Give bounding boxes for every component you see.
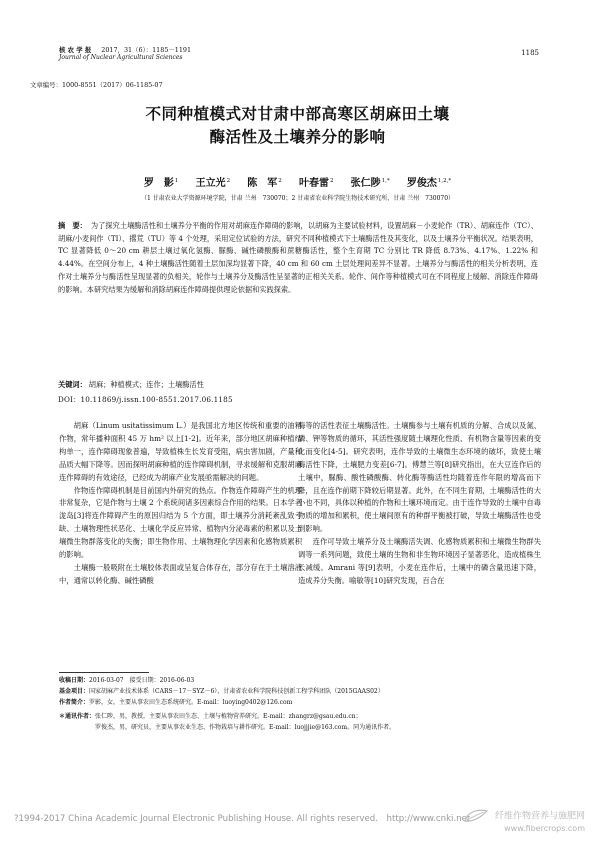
journal-name-cn: 核 农 学 报 [59,46,92,54]
abstract-text: 为了探究土壤酶活性和土壤养分平衡的作用对胡麻连作障碍的影响，以胡麻为主要试验材料，设置胡麻－小麦轮作（TR）、胡麻连作（TC）、胡麻/小麦间作（TI）、撂荒（TU）等 4 个处理，采用定位试验的方法，研究不同种植模式下土壤酶活性及其变化，以及土壤养分平衡状况。结果表明，TC 显著降低 0～20 cm 耕层土壤过氧化氢酶、脲酶、碱性磷酸酶和蔗糖酶活性，整个生育期 TC 分别比 TR 降低 8.73%、4.17%、1.22% 和 4.44%。在空间分布上，4 种土壤酶活性随着土层加深均显著下降，40 cm 和 60 cm 土层处理间差异不显著。土壤养分与酶活性的相关分析表明，连作对土壤养分与酶活性呈现显著的负相关，轮作与土壤养分及酶活性呈显著的正相关关系。轮作、间作等种植模式可在不同程度上缓解、消除连作障碍的影响。本研究结果为缓解和消除胡麻连作障碍提供理论依据和实践探索。 [58,221,538,294]
journal-volume: 2017，31（6）：1185－1191 [101,46,192,54]
keywords-text: 胡麻；种植模式；连作；土壤酶活性 [88,380,204,389]
paragraph: 胡麻（Linum usitatissimum L.）是我国北方地区传统和重要的油料作物，常年播种面积 45 万 hm² 以上[1-2]。近年来，部分地区胡麻种植结构单一，连作障碍现象普遍，导致植株生长发育受阻，病虫害加剧，产量和品质大幅下降等。因而探明胡麻种植的连作障碍机制，寻求缓解和克服胡麻连作障碍的有效途径，已经成为胡麻产业发展亟需解决的问题。 [59,421,302,482]
author: 罗 影$^1$ [143,178,179,189]
paragraph: 土壤酶一般吸附在土壤胶体表面或呈复合体存在，部分存在于土壤溶液中，通常以转化酶、碱性磷酸 [59,562,302,585]
paragraph: 连作可导致土壤养分及土壤酶活失调、化感物质累积和土壤微生物群失调等一系列问题，致使土壤的生物和非生物环境因子显著恶化，造成植株生长减缓。Amrani 等[9]表明，小麦在连作后，土壤中的磷含量迅速下降，造成养分失衡。喻敏等[10]研究发现，百合在 [298,537,541,585]
paragraph: 酶等的活性表征土壤酶活性。土壤酶参与土壤有机质的分解、合成以及氮、磷、钾等物质的循环，其活性强度随土壤理化性质、有机物含量等因素的变化而变化[4-5]。研究表明，连作导致的土壤微生态环境的破坏，致使土壤酶活性下降，土壤肥力变差[6-7]。傅慧兰等[8]研究指出，在大豆连作后的土壤中，脲酶、酸性磷酸酶、转化酶等酶活性均随着连作年限的增高而下降，且在连作前期下降较后期显著。此外，在不同生育期，土壤酶活性的大小也不同，具体以种植的作物和土壤环境而定。由于连作导致的土壤中自毒物质的增加和累积，使土壤间原有的种群平衡被打破，导致土壤酶活性也受到影响。 [298,421,541,534]
footnote-author-bio: 作者简介：罗影，女，主要从事农田生态系统研究。E-mail：luoying0402@126.com [59,699,293,706]
doi: DOI：10.11869/j.issn.100-8551.2017.06.1185 [58,395,233,404]
article-number: 文章编号：1000-8551（2017）06-1185-07 [30,81,163,89]
watermark-title: 纤维作物营养与施肥网 [494,811,585,822]
author: 王立光$^2$ [195,178,231,189]
footnote-divider [59,672,149,673]
footnote-corresponding: ＊通讯作者：张仁陟，男，教授，主要从事农田生态、土壤与植物营养研究。E-mail：zhangrz@gsau.edu.cn； [59,713,362,720]
paper-title-line-2: 酶活性及土壤养分的影响 [209,127,386,146]
footnote-funding: 基金项目：国家胡麻产业技术体系（CARS－17－SYZ－6），甘肃省农业科学院科技创新工程学科团队（2015GAAS02） [59,688,384,695]
author: 罗俊杰$^{1,2,*}$ [406,178,452,189]
affiliation: （1 甘肃农业大学资源环境学院，甘肃 兰州 730070；2 甘肃省农业科学院生物技术研究所，甘肃 兰州 730070） [140,195,455,202]
footnote-received: 收稿日期：2016-03-07 接受日期：2016-06-03 [59,677,195,684]
abstract-label: 摘 要： [58,221,87,230]
keywords-label: 关键词： [58,380,87,389]
author: 张仁陟$^{1,*}$ [350,178,390,189]
paragraph: 作物连作障碍机制是目前国内外研究的热点。作物连作障碍产生的机理非常复杂，它是作物与土壤 2 个系统间诸多因素综合作用的结果。日本学者泷岛[3]将连作障碍产生的原因归结为 5 个方面，即土壤养分消耗紊乱致亏缺、土壤物理性状恶化、土壤化学反应异常、植物内分泌毒素的积累以及土壤微生物群落变化的失衡；即生物作用、土壤物理化学因素和化感物质累积的影响。 [59,485,302,560]
abstract [58,220,538,296]
author-list [0,174,595,189]
keywords [58,380,204,390]
body-column-left [59,420,302,588]
body-column-right [298,420,541,588]
leaf-logo-icon [462,808,490,824]
copyright-line: ?1994-2017 China Academic Journal Electronic Publishing House. All rights reserved. http://www.cnki.net [14,814,471,824]
journal-name-en: Journal of Nuclear Agricultural Sciences [59,54,183,61]
watermark-url: www.fibercrops.com [504,824,585,833]
journal-header [59,46,191,62]
site-watermark [462,808,585,834]
footnote-corresponding-2: 罗俊杰，男，研究员，主要从事农业生态、作物栽培与耕作研究。E-mail：luojjjie@163.com。同为通讯作者。 [95,724,396,731]
author: 陈 军$^2$ [247,178,282,189]
author: 叶春雷$^2$ [298,178,334,189]
page-number: 1185 [521,49,539,57]
paper-title-line-1: 不同种植模式对甘肃中部高寒区胡麻田土壤 [145,104,450,123]
